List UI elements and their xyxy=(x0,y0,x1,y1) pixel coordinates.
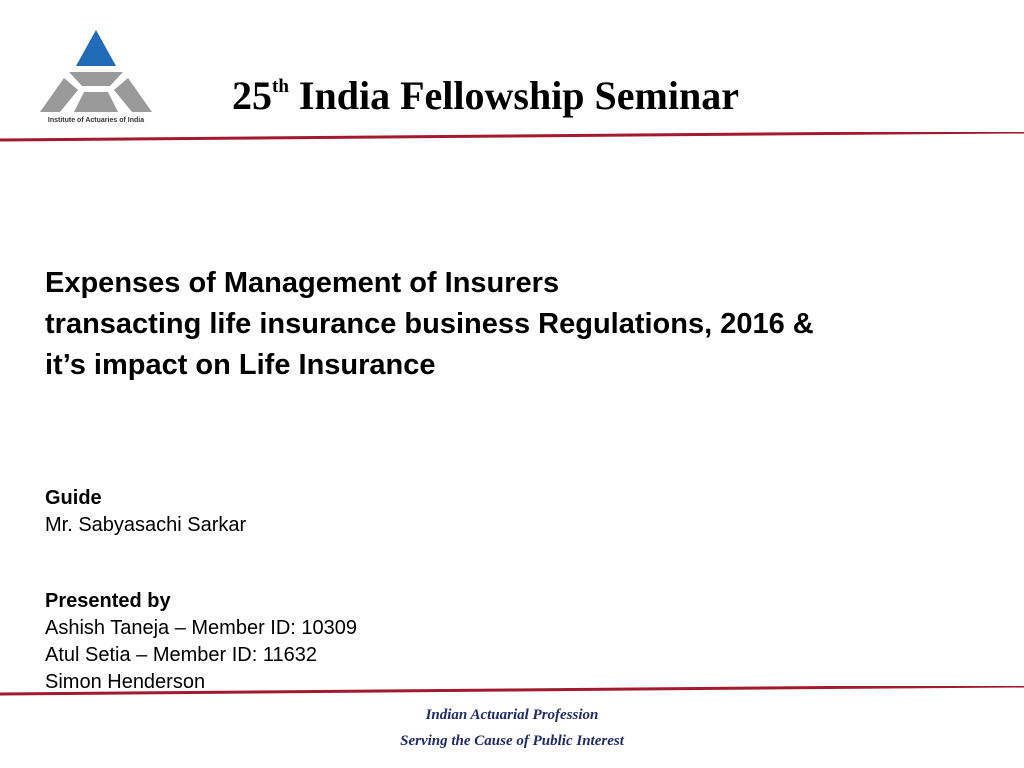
footer-tagline: Serving the Cause of Public Interest xyxy=(400,733,624,749)
presentation-title-line-1: Expenses of Management of Insurers xyxy=(45,267,560,299)
guide-name: Mr. Sabyasachi Sarkar xyxy=(45,514,247,536)
footer-divider xyxy=(0,686,1024,696)
presenter-3: Simon Henderson xyxy=(45,671,206,693)
presenters-section xyxy=(45,588,357,696)
guide-heading: Guide xyxy=(45,487,102,509)
presenter-1: Ashish Taneja – Member ID: 10309 xyxy=(45,617,358,639)
header-divider xyxy=(0,132,1024,142)
institute-logo xyxy=(38,28,154,132)
logo-caption: Institute of Actuaries of India xyxy=(47,117,145,124)
seminar-number: 25 xyxy=(232,73,272,118)
seminar-name: India Fellowship Seminar xyxy=(298,73,739,118)
presentation-title-line-3: it’s impact on Life Insurance xyxy=(45,349,436,381)
presenters-heading: Presented by xyxy=(45,590,171,612)
seminar-ordinal: th xyxy=(272,76,289,97)
presentation-title-line-2: transacting life insurance business Regulations, 2016 & xyxy=(45,308,814,340)
presentation-title xyxy=(45,263,814,386)
institute-of-actuaries-logo-icon xyxy=(38,28,154,116)
guide-section xyxy=(45,485,246,539)
seminar-title xyxy=(232,72,739,120)
footer-profession: Indian Actuarial Profession xyxy=(425,707,599,723)
presenter-2: Atul Setia – Member ID: 11632 xyxy=(45,644,317,666)
